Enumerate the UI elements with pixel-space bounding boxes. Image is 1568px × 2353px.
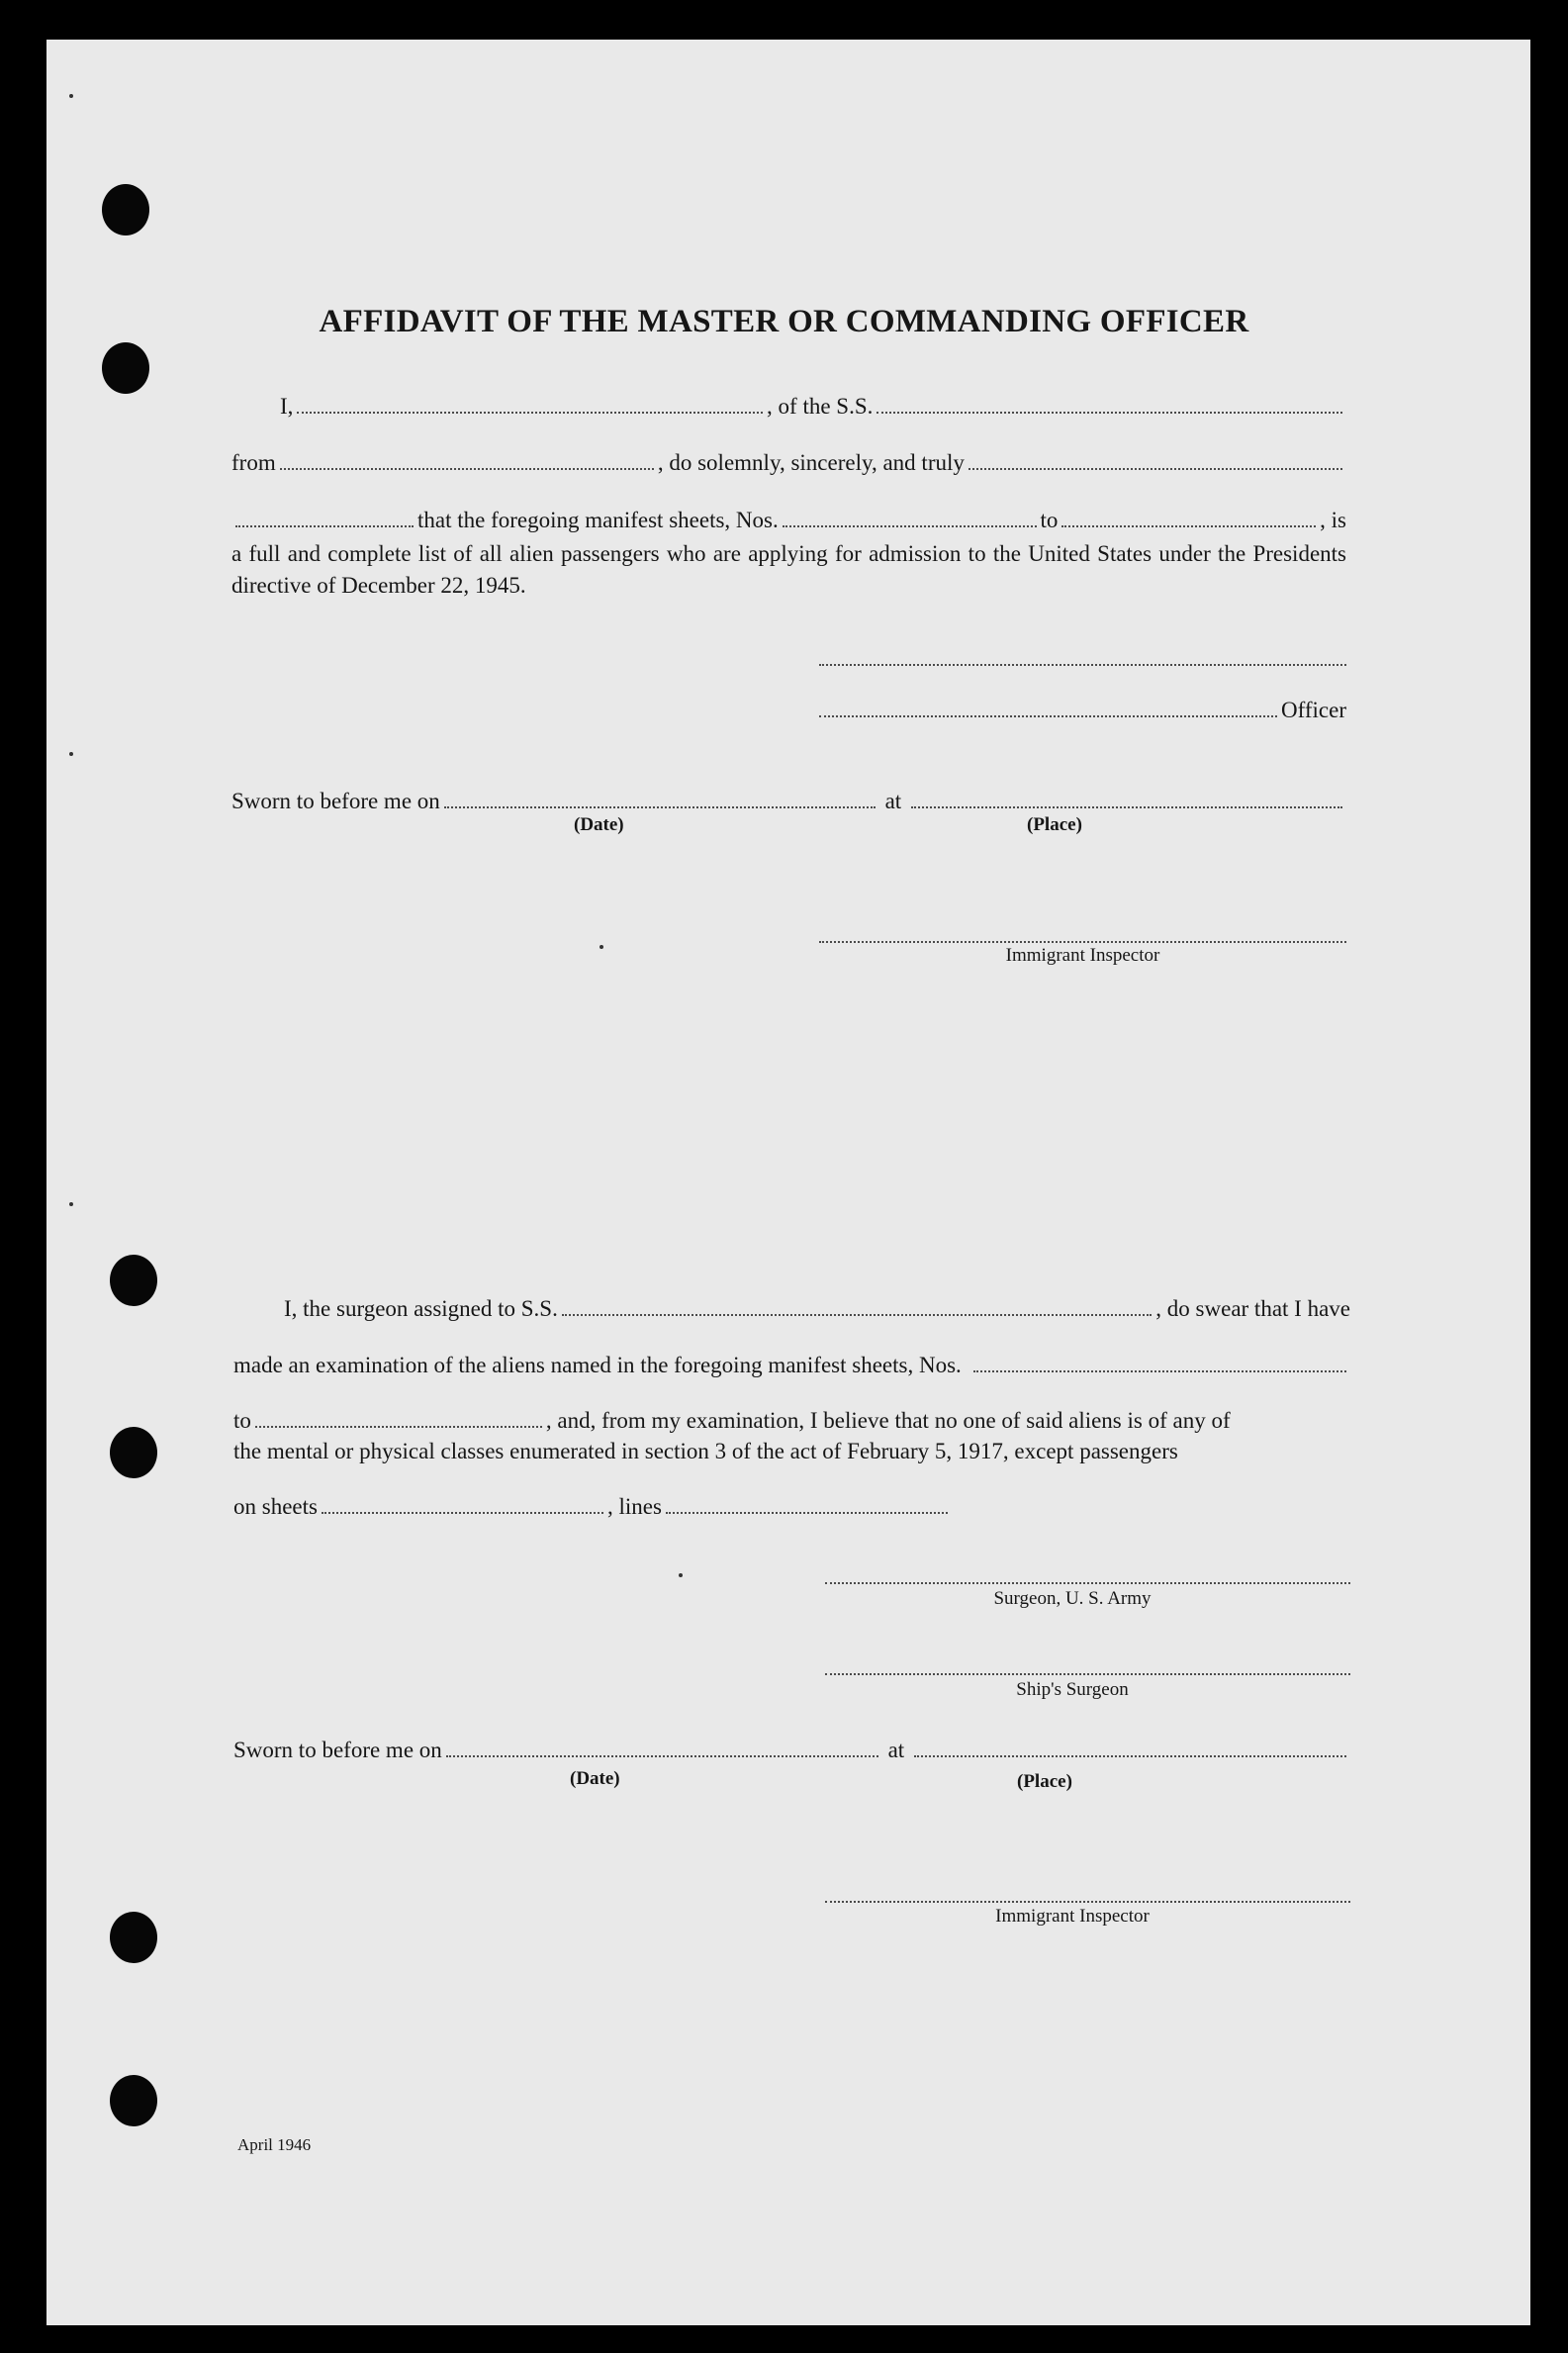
punch-hole	[110, 1912, 157, 1963]
surgeon-sheets-to-field[interactable]	[255, 1425, 542, 1428]
sworn-date-field[interactable]	[444, 805, 876, 808]
ship-surgeon-caption: Ship's Surgeon	[1016, 1679, 1129, 1700]
paper-speck	[679, 1573, 683, 1577]
from-port-field[interactable]	[280, 467, 654, 470]
sworn-place-field[interactable]	[911, 805, 1342, 808]
solemnly-text: , do solemnly, sincerely, and truly	[657, 450, 965, 475]
officer-signature-field[interactable]	[819, 714, 1277, 717]
master-signature-line[interactable]	[819, 663, 1346, 666]
army-surgeon-caption: Surgeon, U. S. Army	[993, 1588, 1152, 1609]
punch-hole	[110, 2075, 157, 2126]
surgeon-line-2	[233, 1353, 1350, 1378]
on-sheets-label: on sheets	[233, 1494, 318, 1519]
ship-name-field[interactable]	[876, 411, 1342, 414]
master-line-3	[231, 508, 1346, 533]
paper-speck	[69, 752, 73, 756]
surgeon-sheets-from-field[interactable]	[973, 1369, 1346, 1372]
surgeon-place-caption: (Place)	[1017, 1771, 1072, 1792]
paper-speck	[69, 94, 73, 98]
surgeon-line-1	[284, 1296, 1350, 1322]
inspector-signature-line[interactable]	[819, 940, 1346, 943]
surgeon-ship-field[interactable]	[562, 1313, 1152, 1316]
surgeon-sworn-label: Sworn to before me on	[233, 1738, 442, 1762]
belief-text: , and, from my examination, I believe that no one of said aliens is of any of	[545, 1408, 1231, 1433]
swear-field[interactable]	[235, 524, 414, 527]
surgeon-sworn-date-field[interactable]	[446, 1754, 878, 1757]
date-caption: (Date)	[574, 814, 624, 835]
surgeon-statement: the mental or physical classes enumerated in section 3 of the act of February 5, 1917, except passengers	[233, 1439, 1178, 1463]
master-name-field[interactable]	[297, 411, 763, 414]
swear-text: , do swear that I have	[1155, 1296, 1350, 1321]
ship-label: , of the S.S.	[767, 394, 874, 419]
from-label: from	[231, 450, 276, 475]
surgeon-sworn-place-field[interactable]	[914, 1754, 1346, 1757]
punch-hole	[110, 1427, 157, 1478]
master-statement: a full and complete list of all alien passengers who are applying for admission to the United States under the Presidents directive of December 22, 1945.	[231, 541, 1346, 598]
paper-speck	[600, 945, 603, 949]
punch-hole	[110, 1255, 157, 1306]
inspector-caption: Immigrant Inspector	[1005, 945, 1160, 966]
officer-label: Officer	[1281, 698, 1346, 722]
is-text: , is	[1320, 508, 1346, 532]
surgeon-inspector-signature-line[interactable]	[825, 1900, 1350, 1903]
surgeon-inspector-caption: Immigrant Inspector	[995, 1906, 1150, 1927]
sheets-to-field[interactable]	[1061, 524, 1316, 527]
master-pronoun: I,	[280, 394, 294, 419]
punch-hole	[102, 342, 149, 394]
surgeon-to-label: to	[233, 1408, 251, 1433]
lines-label: , lines	[607, 1494, 662, 1519]
surgeon-date-caption: (Date)	[570, 1768, 620, 1789]
punch-hole	[102, 184, 149, 235]
page-title: AFFIDAVIT OF THE MASTER OR COMMANDING OFFICER	[319, 304, 1249, 339]
oath-field[interactable]	[968, 467, 1342, 470]
surgeon-line-3	[233, 1408, 1350, 1434]
army-surgeon-signature-line[interactable]	[825, 1581, 1350, 1584]
surgeon-line-5	[233, 1494, 952, 1520]
master-sworn-row	[231, 789, 1346, 814]
sworn-label: Sworn to before me on	[231, 789, 440, 813]
officer-signature-row	[815, 698, 1346, 723]
master-line-1	[280, 394, 1346, 420]
sheets-from-field[interactable]	[783, 524, 1037, 527]
place-caption: (Place)	[1027, 814, 1082, 835]
to-label: to	[1040, 508, 1059, 532]
except-sheets-field[interactable]	[322, 1511, 603, 1514]
form-date-footer: April 1946	[237, 2135, 312, 2154]
form-sheet	[46, 40, 1530, 2325]
surgeon-at-label: at	[887, 1738, 905, 1762]
at-label: at	[884, 789, 902, 813]
examination-text: made an examination of the aliens named in the foregoing manifest sheets, Nos.	[233, 1353, 962, 1377]
master-line-2	[231, 450, 1346, 476]
manifest-sheets-text: that the foregoing manifest sheets, Nos.	[417, 508, 779, 532]
except-lines-field[interactable]	[666, 1511, 948, 1514]
surgeon-assigned-text: I, the surgeon assigned to S.S.	[284, 1296, 558, 1321]
surgeon-sworn-row	[233, 1738, 1350, 1763]
paper-speck	[69, 1202, 73, 1206]
ship-surgeon-signature-line[interactable]	[825, 1672, 1350, 1675]
